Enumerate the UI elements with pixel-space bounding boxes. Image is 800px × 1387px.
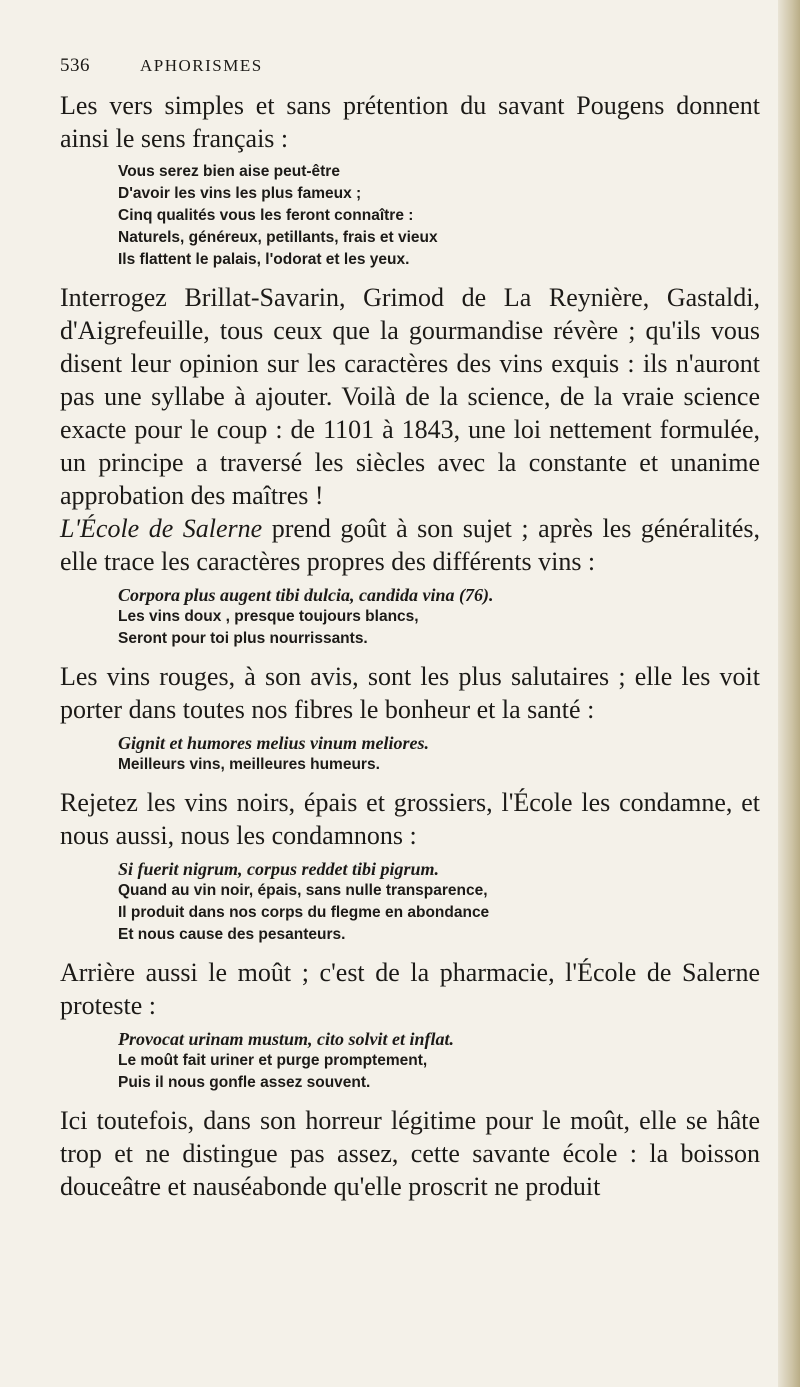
- page-number: 536: [60, 55, 90, 76]
- verse-black-wine: [118, 858, 760, 946]
- verse-line: Les vins doux , presque toujours blancs,: [118, 608, 419, 625]
- verse-line: Puis il nous gonfle assez souvent.: [118, 1074, 371, 1091]
- verse-line: Le moût fait uriner et purge promptement,: [118, 1052, 428, 1069]
- latin-line: Gignit et humores melius vinum meliores.: [118, 733, 430, 753]
- verse-line: Il produit dans nos corps du flegme en abondance: [118, 904, 490, 921]
- verse-line: Ils flattent le palais, l'odorat et les yeux.: [118, 251, 410, 268]
- paragraph-5: Rejetez les vins noirs, épais et grossiers, l'École les condamne, et nous aussi, nous les condamnons :: [60, 788, 760, 850]
- latin-line: Si fuerit nigrum, corpus reddet tibi pigrum.: [118, 859, 440, 879]
- latin-line: Provocat urinam mustum, cito solvit et inflat.: [118, 1029, 455, 1049]
- verse-line: Meilleurs vins, meilleures humeurs.: [118, 756, 380, 773]
- verse-line: Et nous cause des pesanteurs.: [118, 926, 346, 943]
- verse-line: Vous serez bien aise peut-être: [118, 163, 340, 180]
- paragraph-4: Les vins rouges, à son avis, sont les plus salutaires ; elle les voit porter dans toutes nos fibres le bonheur et la santé :: [60, 662, 760, 724]
- latin-line: Corpora plus augent tibi dulcia, candida vina (76).: [118, 585, 494, 605]
- school-title: L'École de Salerne: [60, 514, 263, 543]
- book-page: [60, 55, 760, 1203]
- verse-must: [118, 1028, 760, 1094]
- verse-pougens: [118, 161, 760, 271]
- running-title: APHORISMES: [140, 56, 263, 75]
- verse-line: Cinq qualités vous les feront connaître :: [118, 207, 414, 224]
- paragraph-2: Interrogez Brillat-Savarin, Grimod de La Reynière, Gastaldi, d'Aigrefeuille, tous ceux que la gourmandise révère ; qu'ils vous disent leur opinion sur les caractères des vins exquis : ils n'auront pas une syllabe à ajouter. Voilà de la science, de la vraie science exacte pour le coup : de 1101 à 1843, une loi nettement formulée, un principe a traversé les siècles avec la constante et unanime approbation des maîtres !: [60, 283, 760, 510]
- running-header: [60, 55, 760, 89]
- paragraph-3-text: prend goût à son sujet ; après les généralités, elle trace les caractères propres des différents vins :: [60, 514, 760, 576]
- verse-red-wine: [118, 732, 760, 776]
- paragraph-3: [60, 512, 760, 578]
- verse-line: Seront pour toi plus nourrissants.: [118, 630, 368, 647]
- page-edge: [778, 0, 800, 1387]
- verse-white-wine: [118, 584, 760, 650]
- paragraph-6: Arrière aussi le moût ; c'est de la pharmacie, l'École de Salerne proteste :: [60, 958, 760, 1020]
- verse-line: Naturels, généreux, petillants, frais et vieux: [118, 229, 438, 246]
- paragraph-7: Ici toutefois, dans son horreur légitime pour le moût, elle se hâte trop et ne distingue pas assez, cette savante école : la boisson douceâtre et nauséabonde qu'elle proscrit ne produit: [60, 1106, 760, 1201]
- verse-line: Quand au vin noir, épais, sans nulle transparence,: [118, 882, 488, 899]
- paragraph-1: Les vers simples et sans prétention du savant Pougens donnent ainsi le sens français :: [60, 91, 760, 153]
- verse-line: D'avoir les vins les plus fameux ;: [118, 185, 362, 202]
